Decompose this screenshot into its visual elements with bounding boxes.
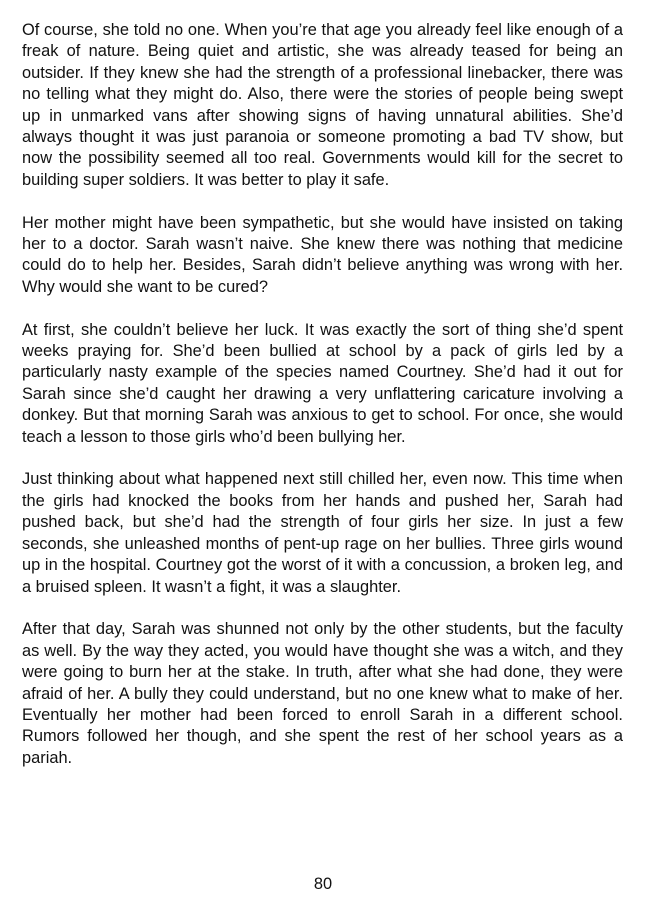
body-text bbox=[22, 20, 623, 791]
paragraph-3: At first, she couldn’t believe her luck. It was exactly the sort of thing she’d spent weeks praying for. She’d been bullied at school by a pack of girls led by a particularly nasty example of the species named Courtney. She’d had it out for Sarah since she’d caught her drawing a very unflattering caricature involving a donkey. But that morning Sarah was anxious to get to school. For once, she would teach a lesson to those girls who’d been bullying her. bbox=[22, 320, 623, 446]
page-number: 80 bbox=[313, 875, 333, 893]
paragraph-4: Just thinking about what happened next still chilled her, even now. This time when the girls had knocked the books from her hands and pushed her, Sarah had pushed back, but she’d had the strength of four girls her size. In just a few seconds, she unleashed months of pent-up rage on her bullies. Three girls wound up in the hospital. Courtney got the worst of it with a concussion, a broken leg, and a bruised spleen. It wasn’t a fight, it was a slaughter. bbox=[22, 470, 623, 596]
paragraph-5: After that day, Sarah was shunned not only by the other students, but the faculty as well. By the way they acted, you would have thought she was a witch, and they were going to burn her at the stake. In truth, after what she had done, they were afraid of her. A bully they could understand, but no one knew what to make of her. Eventually her mother had been forced to enroll Sarah in a different school. Rumors followed her though, and she spent the rest of her school years as a pariah. bbox=[22, 620, 623, 767]
paragraph-2: Her mother might have been sympathetic, but she would have insisted on taking her to a doctor. Sarah wasn’t naive. She knew there was nothing that medicine could do to help her. Besides, Sarah didn’t believe anything was wrong with her. Why would she want to be cured? bbox=[22, 213, 623, 296]
paragraph-1: Of course, she told no one. When you’re that age you already feel like enough of a freak of nature. Being quiet and artistic, she was already teased for being an outsider. If they knew she had the strength of a professional linebacker, there was no telling what they might do. Also, there were the stories of people being swept up in unmarked vans after showing signs of having unnatural abilities. She’d always thought it was just paranoia or someone promoting a bad TV show, but now the possibility seemed all too real. Governments would kill for the secret to building super soldiers. It was better to play it safe. bbox=[22, 21, 623, 189]
